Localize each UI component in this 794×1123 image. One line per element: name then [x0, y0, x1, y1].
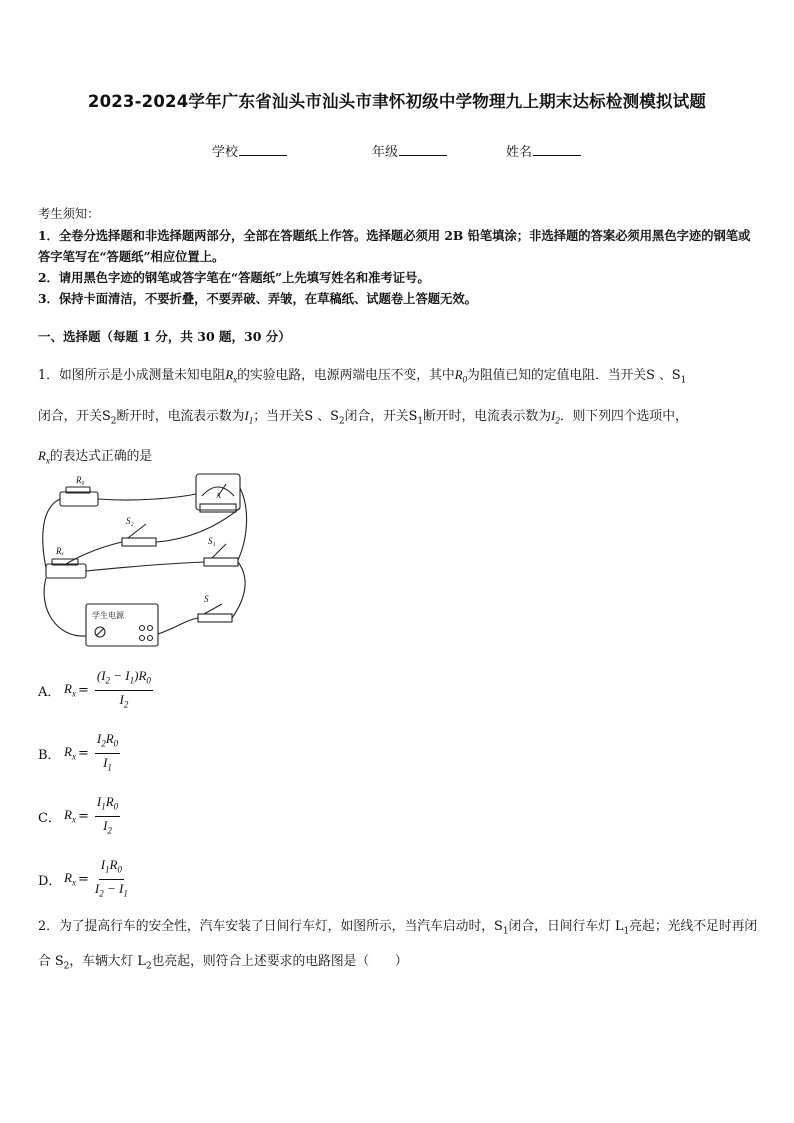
- option-c-fraction: $\frac{I_1R_0}{I_2}$: [96, 794, 119, 836]
- option-c-lhs: $R_x$: [64, 807, 76, 825]
- label-s: S: [204, 594, 209, 604]
- switch-s1: [204, 558, 238, 566]
- symbol-i1: $I_1$: [244, 408, 254, 426]
- question-2-text: 2．为了提高行车的安全性，汽车安装了日间行车灯，如图所示，当汽车启动时，$S_1$闭合，日间行车灯 $L_1$亮起；光线不足时再闭合 $S_2$，车辆大灯 $L_2$也亮起，则符合上述要求的电路图是（ ）: [38, 919, 758, 972]
- section-title: 一、选择题（每题 1 分，共 30 题，30 分）: [38, 329, 291, 344]
- grade-field[interactable]: [372, 141, 447, 160]
- label-power-supply: 学生电源: [92, 611, 124, 620]
- grade-blank[interactable]: [399, 143, 447, 156]
- option-d-label: D．: [38, 873, 62, 889]
- option-b-lhs: $R_x$: [64, 744, 76, 762]
- q1-text-part: 闭合，开关: [344, 408, 409, 424]
- q1-text-part: ；当开关S 、: [253, 408, 331, 424]
- exam-title: 2023-2024学年广东省汕头市汕头市聿怀初级中学物理九上期末达标检测模拟试题: [87, 92, 707, 111]
- notice-item-3: 3．保持卡面清洁，不要折叠，不要弄破、弄皱，在草稿纸、试题卷上答题无效。: [38, 291, 477, 306]
- label-s1: S₁: [208, 536, 216, 546]
- name-label: 姓名: [506, 145, 533, 160]
- q1-text-part: 的实验电路，电源两端电压不变，其中: [237, 368, 455, 383]
- option-a-label: A．: [38, 684, 61, 700]
- q2-text-part: 亮起；光线不足时再闭合 S: [38, 919, 758, 969]
- option-d[interactable]: D． $R_x$ = $\frac{I_1R_0}{I_2 - I_1}$: [38, 857, 128, 901]
- option-a-lhs: $R_x$: [64, 681, 76, 699]
- option-d-lhs: $R_x$: [64, 870, 76, 888]
- label-s2: S₂: [126, 516, 134, 526]
- circuit-diagram: [36, 468, 256, 650]
- exam-notice: [38, 204, 758, 309]
- q1-text-part: 为阻值已知的定值电阻．当开关S 、: [467, 368, 672, 383]
- symbol-rx: $R_x$: [225, 368, 238, 385]
- q1-text-part: 断开时，电流表示数为: [116, 408, 245, 424]
- q1-text-part: 闭合，开关: [38, 408, 102, 424]
- symbol-i2: $I_2$: [551, 408, 560, 426]
- school-label: 学校: [212, 145, 239, 160]
- option-c-label: C．: [38, 810, 61, 826]
- school-field[interactable]: [212, 141, 287, 160]
- notice-item-2: 2．请用黑色字迹的钢笔或答字笔在“答题纸”上先填写姓名和准考证号。: [38, 270, 430, 285]
- switch-s: [198, 614, 232, 622]
- name-field[interactable]: [506, 141, 581, 160]
- symbol-rx: $R_x$: [38, 449, 50, 466]
- question-1-text: 1．如图所示是小成测量未知电阻$R_x$的实验电路，电源两端电压不变，其中$R_0$为阻值已知的定值电阻．当开关S 、$S_1$ 闭合，开关$S_2$断开时，电流表示数为$I_1$；当开关S 、$S_2$闭合，开关$S_1$断开时，电流表示数为$I_2$．则下列四个选项中， $R_x$的表达式正确的是: [38, 368, 688, 466]
- label-ammeter: A: [216, 492, 222, 500]
- option-b-label: B．: [38, 747, 61, 763]
- option-a-fraction: $\frac{(I_2 - I_1)R_0}{I_2}$: [96, 668, 151, 710]
- grade-label: 年级: [372, 145, 399, 160]
- q2-text-part: 闭合，日间行车灯 L: [508, 919, 624, 934]
- q2-text-part: ，车辆大灯 L: [69, 953, 146, 969]
- name-blank[interactable]: [533, 143, 581, 156]
- option-b[interactable]: B． $R_x$ = $\frac{I_2R_0}{I_1}$: [38, 731, 120, 775]
- option-d-fraction: $\frac{I_1R_0}{I_2 - I_1}$: [94, 857, 128, 899]
- q2-text-part: 也亮起，则符合上述要求的电路图是（ ）: [151, 953, 408, 969]
- q2-text-part: 2．为了提高行车的安全性，汽车安装了日间行车灯，如图所示，当汽车启动时，S: [38, 919, 503, 934]
- label-r0: R₀: [76, 475, 85, 485]
- q1-text-part: 断开时，电流表示数为: [423, 408, 552, 424]
- resistor-r0: [60, 492, 98, 506]
- school-blank[interactable]: [239, 143, 287, 156]
- q1-text-part: ．则下列四个选项中，: [559, 408, 688, 424]
- notice-heading: 考生须知：: [38, 207, 100, 221]
- notice-item-1: 1．全卷分选择题和非选择题两部分，全部在答题纸上作答。选择题必须用 2B 铅笔填涂；非选择题的答案必须用黑色字迹的钢笔或答字笔写在“答题纸”相应位置上。: [38, 228, 751, 264]
- resistor-rx: [46, 564, 86, 578]
- switch-s2: [122, 538, 156, 546]
- option-a[interactable]: A． $R_x$ = $\frac{(I_2 - I_1)R_0}{I_2}$: [38, 668, 153, 712]
- label-rx: Rₓ: [56, 546, 65, 556]
- option-b-fraction: $\frac{I_2R_0}{I_1}$: [96, 731, 119, 773]
- q1-text-part: 1．如图所示是小成测量未知电阻: [38, 368, 226, 383]
- option-c[interactable]: C． $R_x$ = $\frac{I_1R_0}{I_2}$: [38, 794, 120, 838]
- q1-text-part: 的表达式正确的是: [49, 449, 153, 465]
- symbol-r0: $R_0$: [454, 368, 468, 385]
